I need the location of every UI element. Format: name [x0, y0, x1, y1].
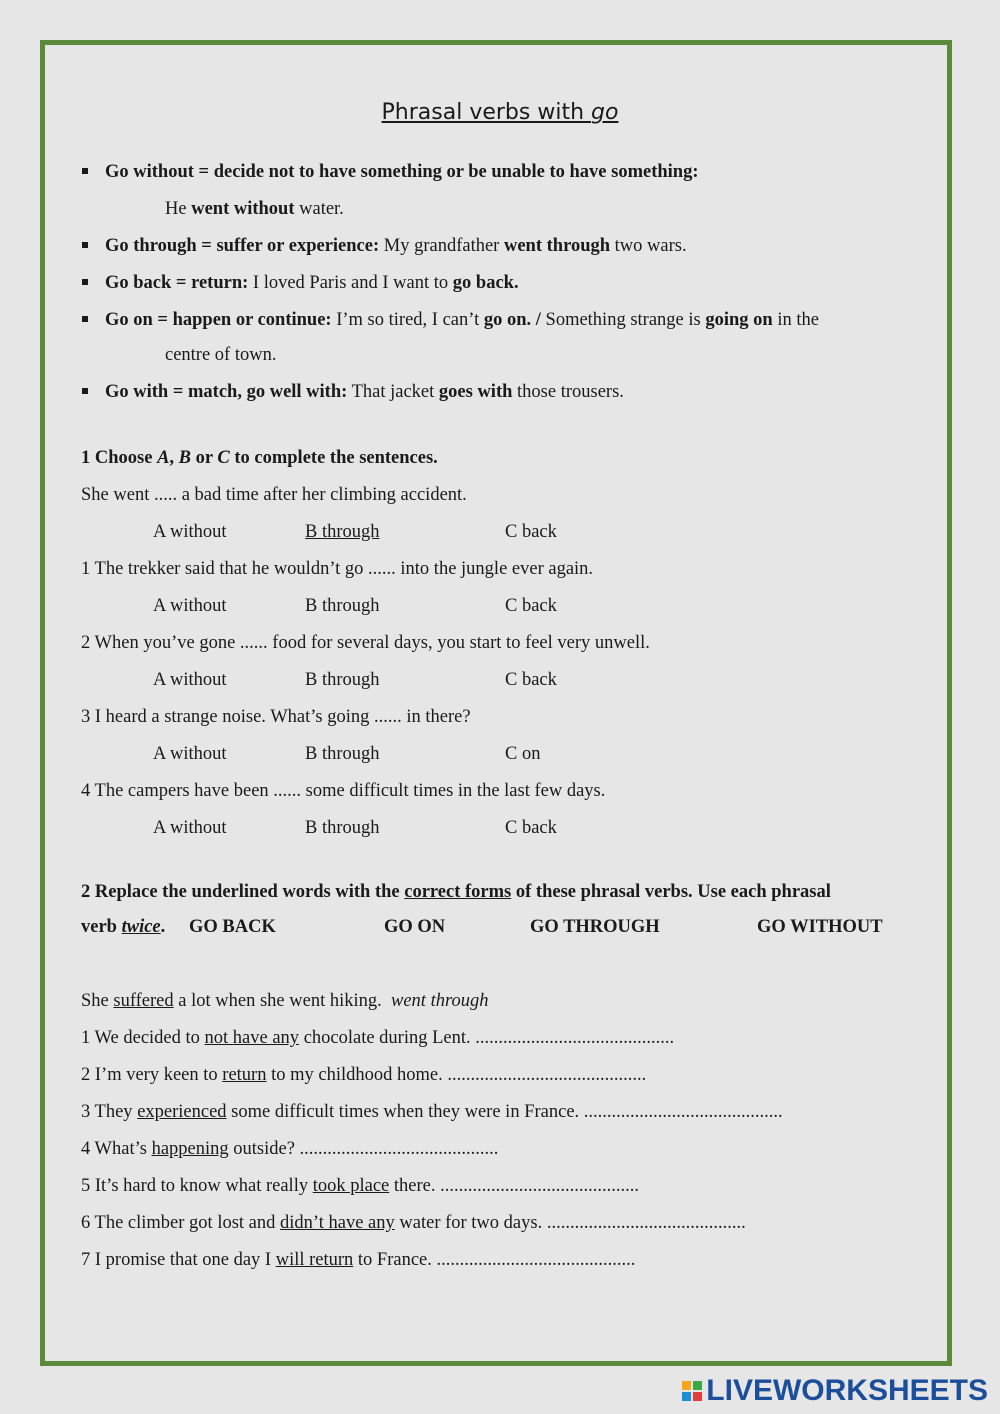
option-a[interactable]: A without — [153, 818, 227, 838]
option-a[interactable]: A without — [153, 670, 227, 690]
exercise1-sentence: 4 The campers have been ...... some difficult times in the last few days. — [81, 781, 606, 801]
option-c[interactable]: C back — [505, 522, 557, 542]
exercise1-sentence: 1 The trekker said that he wouldn’t go ...... into the jungle ever again. — [81, 559, 594, 579]
definition-example: He went without water. — [165, 199, 344, 219]
exercise1-example-sentence: She went ..... a bad time after her climbing accident. — [81, 485, 467, 505]
exercise2-item[interactable]: 5 It’s hard to know what really took place there. ........................................... — [81, 1176, 639, 1196]
verb-go-through: GO THROUGH — [530, 917, 660, 937]
exercise2-item[interactable]: 6 The climber got lost and didn’t have any water for two days. ........................................... — [81, 1213, 746, 1233]
definition-go-through: Go through = suffer or experience: My grandfather went through two wars. — [105, 236, 687, 256]
exercise2-example: She suffered a lot when she went hiking. went through — [81, 991, 489, 1011]
option-b[interactable]: B through — [305, 744, 380, 764]
definition-go-on-continued: centre of town. — [165, 345, 277, 365]
exercise2-heading-line2: verb twice. — [81, 917, 166, 937]
option-a[interactable]: A without — [153, 522, 227, 542]
bullet — [82, 242, 88, 248]
logo-icon — [682, 1381, 702, 1401]
verb-go-without: GO WITHOUT — [757, 917, 883, 937]
exercise1-sentence: 2 When you’ve gone ...... food for several days, you start to feel very unwell. — [81, 633, 650, 653]
option-c[interactable]: C back — [505, 818, 557, 838]
exercise2-item[interactable]: 1 We decided to not have any chocolate during Lent. ........................................... — [81, 1028, 675, 1048]
option-c[interactable]: C back — [505, 670, 557, 690]
page-title: Phrasal verbs with go — [381, 100, 619, 125]
option-b[interactable]: B through — [305, 818, 380, 838]
option-a[interactable]: A without — [153, 596, 227, 616]
option-c[interactable]: C back — [505, 596, 557, 616]
option-b[interactable]: B through — [305, 670, 380, 690]
exercise2-item[interactable]: 7 I promise that one day I will return to France. ........................................... — [81, 1250, 636, 1270]
option-b-selected[interactable]: B through — [305, 522, 380, 542]
bullet — [82, 279, 88, 285]
bullet — [82, 388, 88, 394]
bullet — [82, 168, 88, 174]
liveworksheets-logo[interactable] — [682, 1374, 988, 1408]
option-a[interactable]: A without — [153, 744, 227, 764]
exercise2-item[interactable]: 2 I’m very keen to return to my childhood home. ........................................... — [81, 1065, 647, 1085]
definition-go-without: Go without = decide not to have something or be unable to have something: — [105, 162, 699, 182]
definition-go-with: Go with = match, go well with: That jacket goes with those trousers. — [105, 382, 624, 402]
option-c[interactable]: C on — [505, 744, 541, 764]
definition-go-on: Go on = happen or continue: I’m so tired, I can’t go on. / Something strange is going on in the — [105, 310, 819, 330]
verb-go-back: GO BACK — [189, 917, 276, 937]
definition-go-back: Go back = return: I loved Paris and I want to go back. — [105, 273, 519, 293]
exercise2-heading: 2 Replace the underlined words with the correct forms of these phrasal verbs. Use each phrasal — [81, 882, 831, 902]
exercise1-sentence: 3 I heard a strange noise. What’s going ...... in there? — [81, 707, 471, 727]
bullet — [82, 316, 88, 322]
exercise2-item[interactable]: 4 What’s happening outside? ........................................... — [81, 1139, 499, 1159]
option-b[interactable]: B through — [305, 596, 380, 616]
example-answer: went through — [391, 991, 489, 1011]
exercise2-item[interactable]: 3 They experienced some difficult times when they were in France. ........................................... — [81, 1102, 783, 1122]
logo-text: LIVEWORKSHEETS — [706, 1374, 988, 1407]
exercise1-heading: 1 Choose A, B or C to complete the sentences. — [81, 448, 438, 468]
verb-go-on: GO ON — [384, 917, 446, 937]
